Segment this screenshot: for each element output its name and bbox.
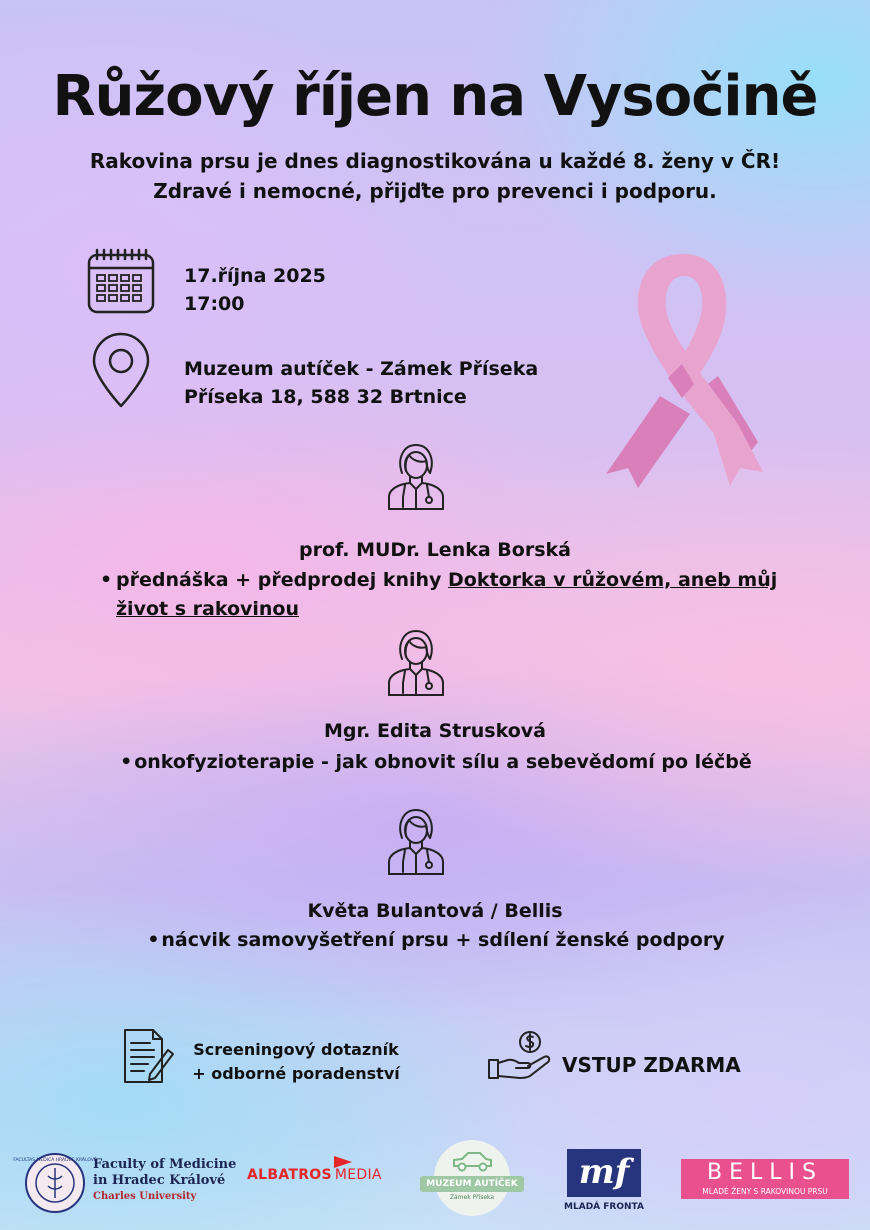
albatros-media-logo xyxy=(247,1167,382,1183)
speaker-3-name: Květa Bulantová / Bellis xyxy=(307,900,563,922)
event-address: Příseka 18, 588 32 Brtnice xyxy=(184,386,467,408)
muzeum-subtitle: Zámek Příseka xyxy=(449,1194,495,1201)
screening-line-1: Screeningový dotazník xyxy=(193,1040,399,1059)
money-hand-icon xyxy=(486,1030,554,1082)
screening-info xyxy=(186,1038,406,1086)
faculty-line-2: in Hradec Králové xyxy=(93,1173,226,1188)
mlada-fronta-name: MLADÁ FRONTA xyxy=(564,1202,644,1212)
event-location xyxy=(184,355,538,411)
faculty-seal-logo xyxy=(13,1152,97,1214)
document-pen-icon xyxy=(120,1026,176,1086)
doctor-icon xyxy=(385,627,447,697)
screening-line-2: + odborné poradenství xyxy=(192,1064,400,1083)
media-word: MEDIA xyxy=(334,1167,382,1183)
speaker-1-description: • přednáška + předprodej knihy Doktorka v růžovém, aneb můj život s rakovinou xyxy=(100,569,778,620)
faculty-seal-text: FACULTAS MEDICA HRADEC KRÁLOVÉ xyxy=(13,1158,97,1163)
doctor-icon xyxy=(385,806,447,876)
car-icon xyxy=(450,1150,494,1172)
speaker-2-name: Mgr. Edita Strusková xyxy=(324,720,546,742)
calendar-icon xyxy=(86,247,156,315)
muzeum-autiček-logo xyxy=(426,1140,518,1216)
subtitle-line-1: Rakovina prsu je dnes diagnostikována u každé 8. ženy v ČR! xyxy=(89,149,781,173)
faculty-line-1: Faculty of Medicine xyxy=(93,1157,237,1172)
muzeum-name-band: MUZEUM AUTÍČEK xyxy=(420,1176,524,1192)
bellis-logo xyxy=(681,1159,849,1199)
event-datetime xyxy=(184,262,326,318)
speaker-3-desc: nácvik samovyšetření prsu + sdílení ženské podpory xyxy=(161,929,725,951)
subtitle xyxy=(0,146,870,206)
bellis-name: BELLIS xyxy=(707,1160,823,1185)
doctor-icon xyxy=(385,441,447,511)
event-venue: Muzeum autíček - Zámek Příseka xyxy=(184,358,539,380)
pink-ribbon xyxy=(598,246,768,491)
free-entry: VSTUP ZDARMA xyxy=(562,1053,741,1077)
event-time: 17:00 xyxy=(184,293,245,315)
page-title: Růžový říjen na Vysočině xyxy=(52,64,818,129)
book-title-link-cont[interactable]: život s rakovinou xyxy=(116,598,300,620)
speaker-1-desc-prefix: přednáška + předprodej knihy xyxy=(116,569,449,591)
book-title-link[interactable]: Doktorka v růžovém, aneb můj xyxy=(448,569,778,591)
subtitle-line-2: Zdravé i nemocné, přijďte pro prevenci i podporu. xyxy=(153,179,717,203)
faculty-line-3: Charles University xyxy=(93,1191,197,1202)
mlada-fronta-logo: mf xyxy=(567,1149,641,1197)
albatros-word: ALBATROS xyxy=(247,1167,332,1183)
speaker-1-name: prof. MUDr. Lenka Borská xyxy=(299,539,571,561)
event-date: 17.října 2025 xyxy=(184,265,326,287)
faculty-logo-text xyxy=(93,1157,236,1205)
speaker-2-desc: onkofyzioterapie - jak obnovit sílu a sebevědomí po léčbě xyxy=(134,751,752,773)
speaker-3-description: • nácvik samovyšetření prsu + sdílení ženské podpory xyxy=(147,929,725,951)
bellis-tagline: MLADÉ ŽENY S RAKOVINOU PRSU xyxy=(702,1187,828,1196)
speaker-2-description: • onkofyzioterapie - jak obnovit sílu a sebevědomí po léčbě xyxy=(120,751,752,773)
location-pin-icon xyxy=(90,333,152,409)
